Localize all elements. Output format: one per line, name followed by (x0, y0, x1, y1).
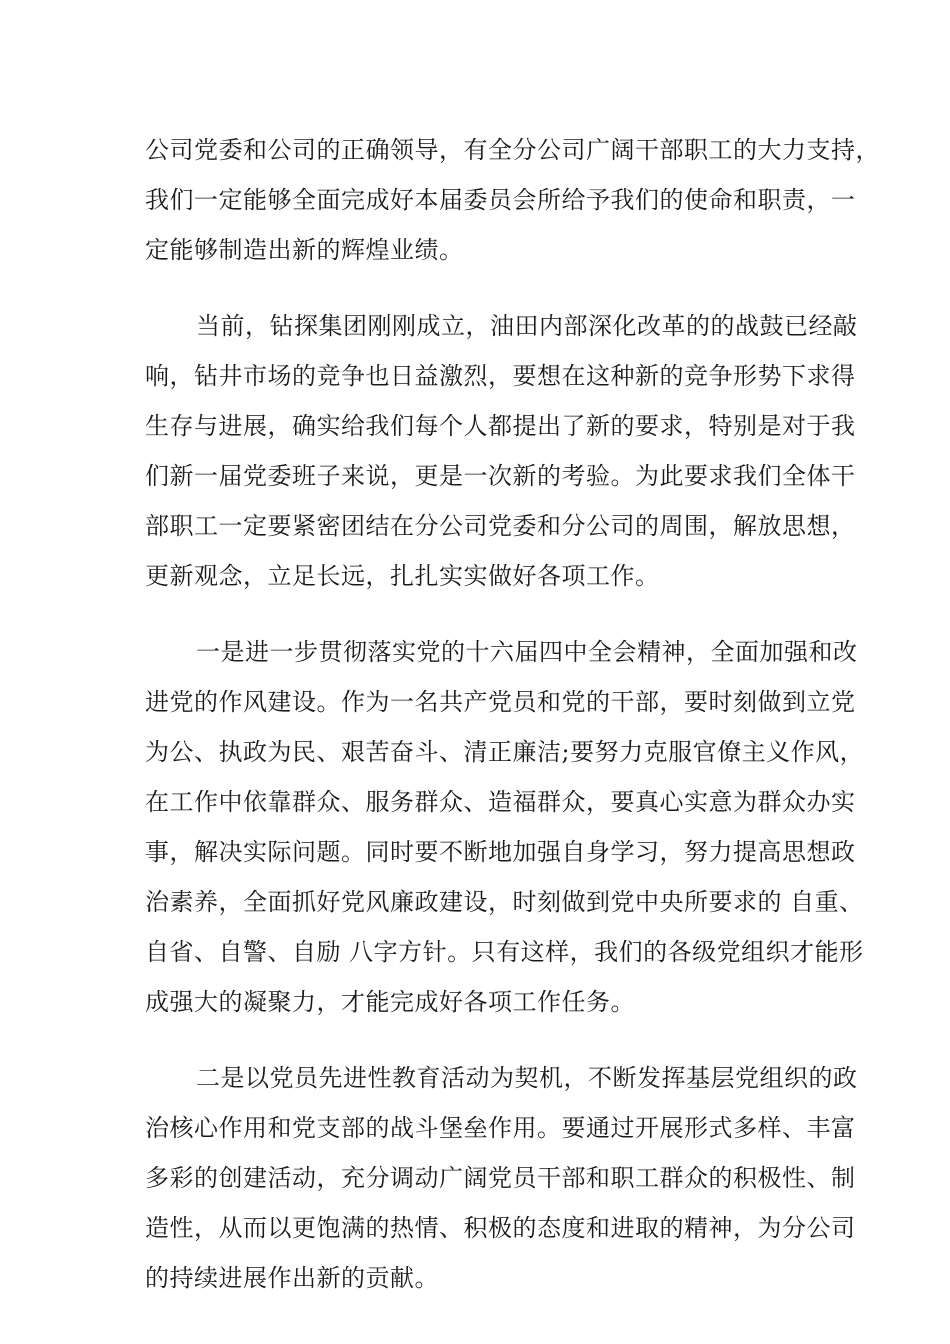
text-line: 公司党委和公司的正确领导，有全分公司广阔干部职工的大力支持， (145, 136, 880, 164)
paragraph-start-line: 二是以党员先进性教育活动为契机，不断发挥基层党组织的政 (196, 1064, 858, 1092)
text-line: 在工作中依靠群众、服务群众、造福群众，要真心实意为群众办实 (145, 788, 856, 816)
text-line: 的持续进展作出新的贡献。 (145, 1264, 439, 1292)
text-line: 成强大的凝聚力，才能完成好各项工作任务。 (145, 988, 635, 1016)
paragraph-start-line: 当前，钻探集团刚刚成立，油田内部深化改革的的战鼓已经敲 (196, 312, 858, 340)
paragraph-start-line: 一是进一步贯彻落实党的十六届四中全会精神，全面加强和改 (196, 638, 858, 666)
text-line: 多彩的创建活动，充分调动广阔党员干部和职工群众的积极性、制 (145, 1164, 856, 1192)
text-line: 更新观念，立足长远，扎扎实实做好各项工作。 (145, 562, 660, 590)
text-line: 们新一届党委班子来说，更是一次新的考验。为此要求我们全体干 (145, 462, 856, 490)
text-line: 部职工一定要紧密团结在分公司党委和分公司的周围，解放思想， (145, 512, 856, 540)
text-line: 治素养，全面抓好党风廉政建设，时刻做到党中央所要求的 自重、 (145, 888, 864, 916)
text-line: 生存与进展，确实给我们每个人都提出了新的要求，特别是对于我 (145, 412, 856, 440)
text-line: 事，解决实际问题。同时要不断地加强自身学习，努力提高思想政 (145, 838, 856, 866)
text-line: 治核心作用和党支部的战斗堡垒作用。要通过开展形式多样、丰富 (145, 1114, 856, 1142)
text-line: 自省、自警、自励 八字方针。只有这样，我们的各级党组织才能形 (145, 938, 864, 966)
text-line: 进党的作风建设。作为一名共产党员和党的干部，要时刻做到立党 (145, 688, 856, 716)
text-line: 响，钻井市场的竞争也日益激烈，要想在这种新的竞争形势下求得 (145, 362, 856, 390)
text-line: 为公、执政为民、艰苦奋斗、清正廉洁;要努力克服官僚主义作风， (145, 738, 865, 766)
text-line: 我们一定能够全面完成好本届委员会所给予我们的使命和职责，一 (145, 186, 856, 214)
text-line: 定能够制造出新的辉煌业绩。 (145, 236, 464, 264)
text-line: 造性，从而以更饱满的热情、积极的态度和进取的精神，为分公司 (145, 1214, 856, 1242)
